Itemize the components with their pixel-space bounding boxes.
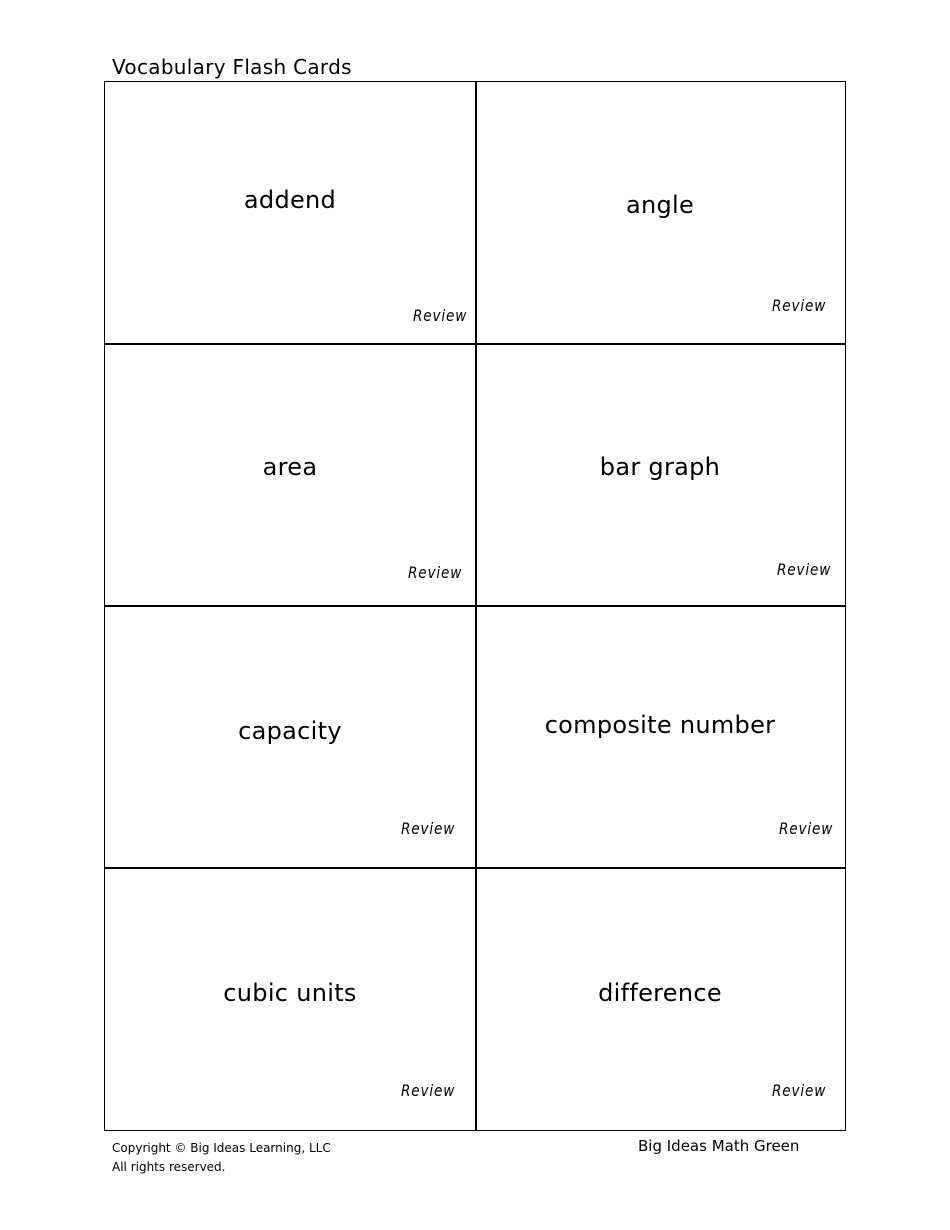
card-review-label: Review — [772, 1081, 827, 1100]
flash-card-angle — [475, 82, 845, 344]
flash-card-bar-graph — [475, 344, 845, 606]
flash-card-difference — [475, 868, 845, 1130]
flash-card-area — [105, 344, 475, 606]
card-term: cubic units — [223, 979, 357, 1007]
flash-card-cubic-units — [105, 868, 475, 1130]
flash-card-addend — [105, 82, 475, 344]
card-term: capacity — [238, 717, 342, 745]
rights-text: All rights reserved. — [112, 1160, 226, 1174]
card-review-label: Review — [777, 560, 832, 579]
card-term: addend — [243, 186, 337, 214]
card-review-label: Review — [401, 819, 456, 838]
card-term: bar graph — [599, 453, 721, 481]
card-review-label: Review — [401, 1081, 456, 1100]
page-title: Vocabulary Flash Cards — [112, 55, 352, 79]
card-term: area — [262, 453, 318, 481]
card-term: angle — [625, 191, 695, 219]
card-term: composite number — [544, 711, 776, 739]
card-review-label: Review — [772, 296, 827, 315]
card-review-label: Review — [779, 819, 834, 838]
copyright-text: Copyright © Big Ideas Learning, LLC — [112, 1141, 331, 1155]
footer-copyright — [112, 1139, 331, 1177]
flash-card-grid — [104, 81, 846, 1131]
footer-brand: Big Ideas Math Green — [638, 1137, 800, 1155]
card-term: difference — [598, 979, 722, 1007]
flash-card-capacity — [105, 606, 475, 868]
card-review-label: Review — [408, 563, 463, 582]
flash-card-composite-number — [475, 606, 845, 868]
card-review-label: Review — [413, 306, 468, 325]
